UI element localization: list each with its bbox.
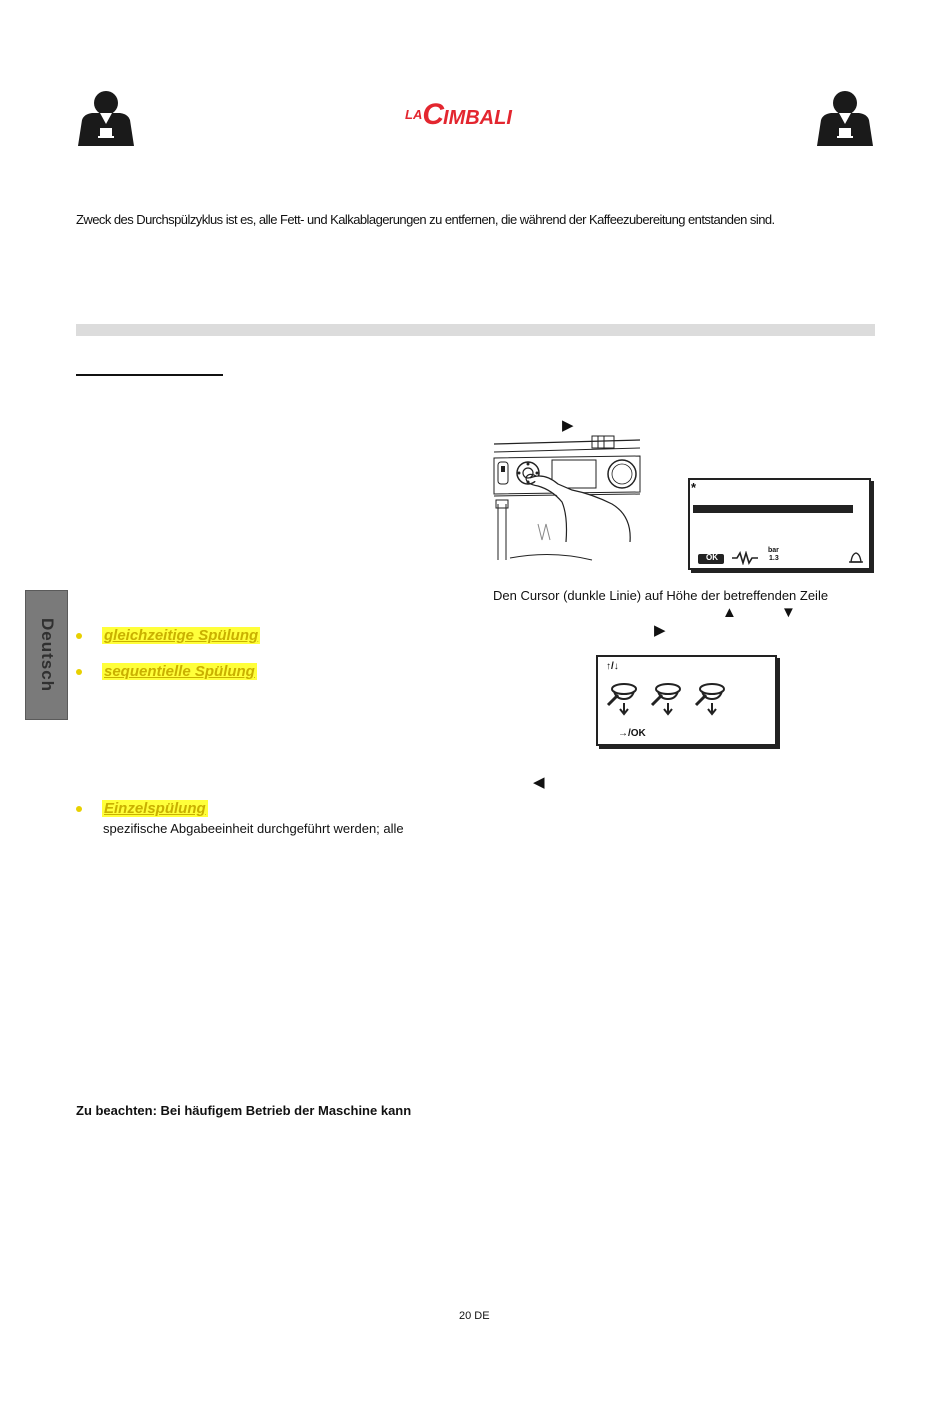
arrow-up-icon: ▲ xyxy=(722,604,737,621)
lcd-ok-hint: →/OK xyxy=(618,728,646,739)
section-divider xyxy=(76,324,875,336)
bell-icon xyxy=(848,551,864,570)
option-single-rinse-text: spezifische Abgabeeinheit durchgeführt werden; alle xyxy=(103,821,404,836)
note-text: Zu beachten: Bei häufigem Betrieb der Maschine kann xyxy=(76,1103,412,1118)
cursor-instruction: Den Cursor (dunkle Linie) auf Höhe der betreffenden Zeile xyxy=(493,588,829,603)
language-tab xyxy=(25,590,68,720)
option-simultaneous-rinse: gleichzeitige Spülung xyxy=(104,627,259,644)
waveform-icon xyxy=(732,551,758,570)
arrow-right-icon: ▶ xyxy=(654,622,666,639)
barista-icon-left xyxy=(76,88,136,146)
control-panel-illustration xyxy=(492,432,642,564)
logo-rest: IMBALI xyxy=(443,107,512,129)
barista-icon-right xyxy=(815,88,875,146)
option-single-rinse: Einzelspülung xyxy=(104,800,206,817)
lcd-arrows-label: ↑/↓ xyxy=(606,661,619,672)
option-sequential-rinse: sequentielle Spülung xyxy=(104,663,255,680)
brand-logo xyxy=(405,98,512,132)
arrow-right-icon: ▶ xyxy=(562,417,574,434)
logo-la: LA xyxy=(405,107,423,122)
arrow-down-icon: ▼ xyxy=(781,604,796,621)
bullet-icon xyxy=(76,669,82,675)
group-head-icon xyxy=(694,681,728,724)
bullet-icon xyxy=(76,633,82,639)
heading-underline xyxy=(76,374,223,376)
lcd-ok-label: OK xyxy=(706,553,718,562)
group-head-icon xyxy=(606,681,640,724)
logo-c: C xyxy=(422,98,444,131)
language-tab-label: Deutsch xyxy=(37,617,57,693)
lcd-screen-rinse-menu xyxy=(688,478,871,570)
arrow-left-icon: ◀ xyxy=(533,774,545,791)
lcd-ok-badge xyxy=(698,554,724,564)
page-number: 20 DE xyxy=(459,1310,490,1322)
bullet-icon xyxy=(76,806,82,812)
lcd-screen-group-select xyxy=(596,655,777,746)
lcd-cursor-line xyxy=(693,505,853,513)
lcd-bar-value: 1.3 xyxy=(769,555,779,562)
intro-paragraph: Zweck des Durchspülzyklus ist es, alle Fett- und Kalkablagerungen zu entfernen, die während der Kaffeezubereitung entstanden sind. xyxy=(76,212,775,227)
group-head-icon xyxy=(650,681,684,724)
lcd-bar-label: bar xyxy=(768,547,779,554)
lcd-asterisk: * xyxy=(691,480,697,495)
